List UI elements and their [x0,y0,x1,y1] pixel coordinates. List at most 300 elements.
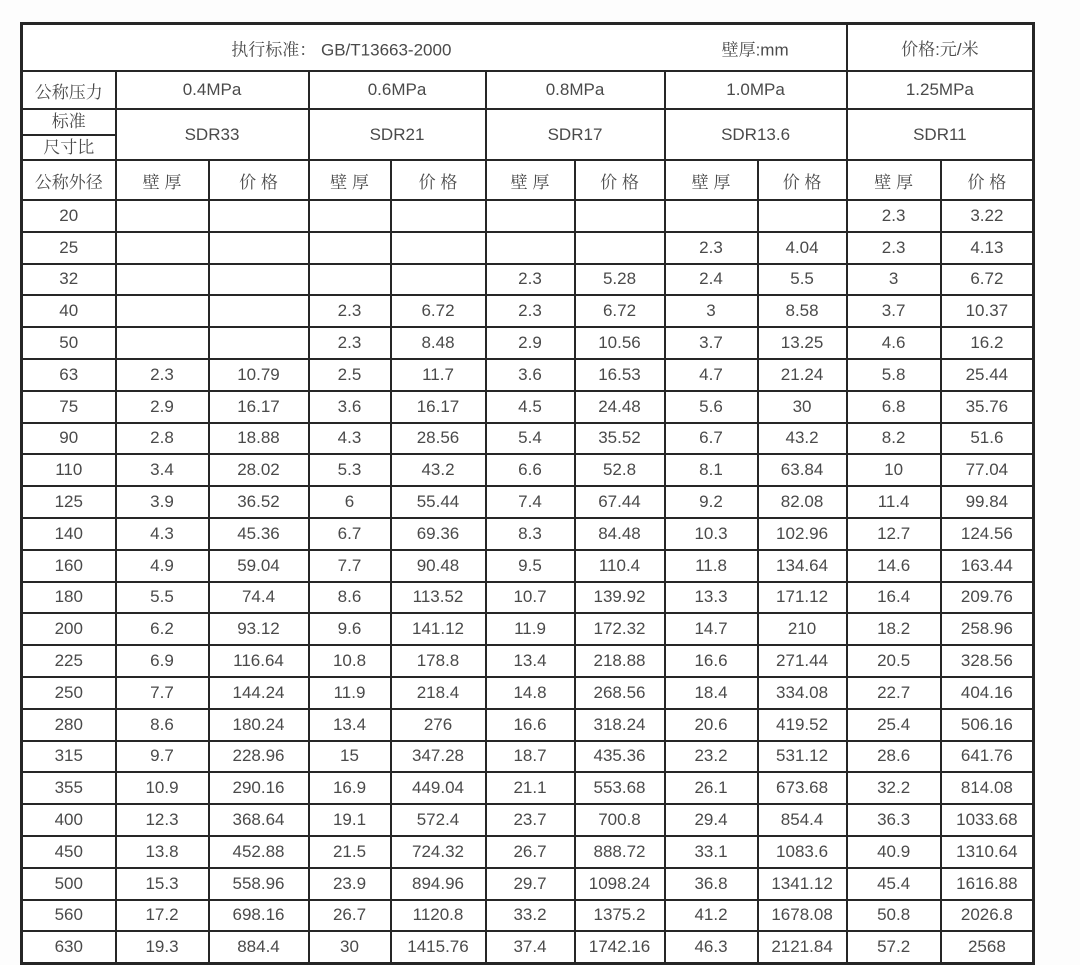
wall-thickness-cell: 6.6 [486,454,575,486]
pipe-price-table [20,22,1035,965]
wall-column-label: 壁 厚 [847,160,941,200]
wall-thickness-cell: 10.7 [486,582,575,614]
wall-thickness-cell: 9.7 [116,741,209,773]
od-cell: 20 [22,200,116,232]
price-column-label: 价 格 [941,160,1034,200]
price-cell: 290.16 [209,772,309,804]
wall-thickness-cell: 20.6 [665,709,758,741]
price-cell: 43.2 [758,423,847,455]
table-row [22,359,1034,391]
od-cell: 560 [22,900,116,932]
wall-thickness-cell: 12.7 [847,518,941,550]
wall-thickness-cell: 2.9 [486,327,575,359]
price-cell: 3.22 [941,200,1034,232]
price-cell [209,232,309,264]
price-cell: 35.52 [575,423,665,455]
sdr-ratio-label-cell [22,109,116,160]
price-cell: 172.32 [575,613,665,645]
price-cell: 1083.6 [758,836,847,868]
od-cell: 630 [22,931,116,963]
price-cell: 4.13 [941,232,1034,264]
price-cell [209,200,309,232]
price-column-label: 价 格 [758,160,847,200]
wall-thickness-cell: 10.3 [665,518,758,550]
price-cell: 25.44 [941,359,1034,391]
wall-thickness-cell: 2.3 [665,232,758,264]
od-cell: 180 [22,582,116,614]
wall-thickness-cell: 8.6 [116,709,209,741]
price-cell [575,200,665,232]
table-row [22,327,1034,359]
price-cell: 218.4 [391,677,486,709]
wall-thickness-cell: 13.4 [309,709,391,741]
wall-thickness-cell [116,232,209,264]
sdr-row [22,109,1034,160]
wall-thickness-cell: 45.4 [847,868,941,900]
wall-thickness-cell: 23.2 [665,741,758,773]
price-cell: 268.56 [575,677,665,709]
wall-thickness-cell: 4.7 [665,359,758,391]
table-row [22,772,1034,804]
wall-thickness-cell: 5.4 [486,423,575,455]
wall-thickness-cell: 5.3 [309,454,391,486]
od-cell: 280 [22,709,116,741]
column-header-row [22,160,1034,200]
price-cell: 8.48 [391,327,486,359]
price-cell: 1310.64 [941,836,1034,868]
price-cell: 884.4 [209,931,309,963]
wall-thickness-cell: 16.4 [847,582,941,614]
price-cell: 814.08 [941,772,1034,804]
wall-thickness-cell: 2.3 [309,327,391,359]
wall-thickness-cell: 2.3 [116,359,209,391]
od-cell: 63 [22,359,116,391]
od-cell: 500 [22,868,116,900]
table-row [22,232,1034,264]
price-cell: 553.68 [575,772,665,804]
price-cell: 52.8 [575,454,665,486]
price-cell: 368.64 [209,804,309,836]
price-cell: 2568 [941,931,1034,963]
wall-thickness-cell: 5.6 [665,391,758,423]
price-cell: 218.88 [575,645,665,677]
wall-thickness-cell [116,200,209,232]
wall-thickness-cell: 19.1 [309,804,391,836]
price-column-label: 价 格 [575,160,665,200]
price-cell: 55.44 [391,486,486,518]
wall-thickness-cell: 10 [847,454,941,486]
wall-thickness-cell: 4.5 [486,391,575,423]
price-cell: 6.72 [391,295,486,327]
wall-thickness-cell [116,327,209,359]
price-cell: 10.37 [941,295,1034,327]
price-cell: 16.2 [941,327,1034,359]
wall-thickness-cell: 10.9 [116,772,209,804]
price-cell: 2121.84 [758,931,847,963]
price-cell [391,232,486,264]
price-column-label: 价 格 [209,160,309,200]
price-cell: 1415.76 [391,931,486,963]
table-row [22,677,1034,709]
wall-thickness-cell: 36.8 [665,868,758,900]
price-cell [758,200,847,232]
price-cell: 30 [758,391,847,423]
od-cell: 25 [22,232,116,264]
price-cell: 888.72 [575,836,665,868]
wall-thickness-cell: 19.3 [116,931,209,963]
price-cell: 5.28 [575,264,665,296]
price-cell [391,200,486,232]
price-cell: 10.56 [575,327,665,359]
wall-column-label: 壁 厚 [665,160,758,200]
price-cell: 531.12 [758,741,847,773]
standard-and-wall-unit-cell [22,24,847,72]
price-cell: 1375.2 [575,900,665,932]
price-cell: 16.17 [391,391,486,423]
table-row [22,868,1034,900]
price-cell: 452.88 [209,836,309,868]
price-cell: 449.04 [391,772,486,804]
price-cell: 854.4 [758,804,847,836]
price-cell: 171.12 [758,582,847,614]
wall-thickness-cell: 41.2 [665,900,758,932]
wall-thickness-cell: 28.6 [847,741,941,773]
price-cell: 894.96 [391,868,486,900]
table-row [22,486,1034,518]
wall-thickness-cell: 6 [309,486,391,518]
wall-thickness-cell: 23.7 [486,804,575,836]
sdr-label-line2: 尺寸比 [43,137,95,157]
wall-thickness-cell: 8.1 [665,454,758,486]
wall-thickness-cell: 18.7 [486,741,575,773]
sdr-value: SDR17 [486,109,665,160]
wall-thickness-cell: 21.1 [486,772,575,804]
wall-thickness-cell: 5.5 [116,582,209,614]
price-cell: 5.5 [758,264,847,296]
wall-thickness-cell: 32.2 [847,772,941,804]
price-cell [391,264,486,296]
table-row [22,741,1034,773]
od-cell: 160 [22,550,116,582]
price-column-label: 价 格 [391,160,486,200]
title-row [22,24,1034,72]
price-cell: 180.24 [209,709,309,741]
od-cell: 200 [22,613,116,645]
price-cell: 698.16 [209,900,309,932]
pressure-row [22,71,1034,109]
price-cell: 641.76 [941,741,1034,773]
price-cell: 558.96 [209,868,309,900]
wall-thickness-cell: 36.3 [847,804,941,836]
price-cell: 82.08 [758,486,847,518]
wall-thickness-cell: 13.8 [116,836,209,868]
table-row [22,295,1034,327]
price-cell: 673.68 [758,772,847,804]
price-cell: 67.44 [575,486,665,518]
price-cell: 4.04 [758,232,847,264]
price-cell: 51.6 [941,423,1034,455]
wall-thickness-cell [665,200,758,232]
price-cell [209,264,309,296]
price-cell: 24.48 [575,391,665,423]
price-cell: 700.8 [575,804,665,836]
wall-thickness-cell: 9.6 [309,613,391,645]
price-cell: 59.04 [209,550,309,582]
wall-thickness-cell: 2.3 [486,295,575,327]
od-cell: 355 [22,772,116,804]
wall-thickness-cell [309,264,391,296]
price-cell: 506.16 [941,709,1034,741]
executive-standard-text: 执行标准： GB/T13663-2000 [231,40,452,59]
wall-thickness-cell: 2.9 [116,391,209,423]
wall-thickness-cell: 6.7 [309,518,391,550]
wall-thickness-cell: 9.2 [665,486,758,518]
wall-thickness-cell: 16.6 [665,645,758,677]
wall-thickness-cell: 3.7 [847,295,941,327]
price-cell: 1120.8 [391,900,486,932]
wall-thickness-cell: 14.7 [665,613,758,645]
price-cell [209,327,309,359]
price-cell: 6.72 [941,264,1034,296]
wall-thickness-cell: 37.4 [486,931,575,963]
price-cell: 28.56 [391,423,486,455]
table-row [22,613,1034,645]
price-cell: 35.76 [941,391,1034,423]
price-cell [575,232,665,264]
wall-thickness-cell: 6.2 [116,613,209,645]
price-cell: 63.84 [758,454,847,486]
price-cell: 21.24 [758,359,847,391]
price-cell: 84.48 [575,518,665,550]
wall-thickness-cell: 6.7 [665,423,758,455]
table-row [22,804,1034,836]
price-cell: 124.56 [941,518,1034,550]
wall-thickness-cell: 33.1 [665,836,758,868]
pressure-value: 0.4MPa [116,71,309,109]
wall-thickness-cell: 25.4 [847,709,941,741]
wall-thickness-cell: 4.3 [309,423,391,455]
table-row [22,518,1034,550]
price-cell: 419.52 [758,709,847,741]
table-header [22,24,1034,201]
wall-column-label: 壁 厚 [116,160,209,200]
table-row [22,391,1034,423]
od-cell: 90 [22,423,116,455]
price-cell: 11.7 [391,359,486,391]
price-cell: 99.84 [941,486,1034,518]
price-cell: 113.52 [391,582,486,614]
od-cell: 40 [22,295,116,327]
price-cell: 16.53 [575,359,665,391]
wall-thickness-cell: 7.7 [116,677,209,709]
pressure-value: 0.8MPa [486,71,665,109]
price-cell: 1098.24 [575,868,665,900]
wall-thickness-cell: 29.7 [486,868,575,900]
table-row [22,645,1034,677]
table-row [22,264,1034,296]
price-cell: 404.16 [941,677,1034,709]
price-cell: 90.48 [391,550,486,582]
sdr-value: SDR11 [847,109,1034,160]
price-cell: 144.24 [209,677,309,709]
table-row [22,582,1034,614]
wall-thickness-unit-text: 壁厚:mm [721,40,789,59]
price-cell: 271.44 [758,645,847,677]
price-cell: 28.02 [209,454,309,486]
price-cell [209,295,309,327]
price-cell: 347.28 [391,741,486,773]
wall-thickness-cell: 11.4 [847,486,941,518]
wall-thickness-cell: 33.2 [486,900,575,932]
price-cell: 141.12 [391,613,486,645]
wall-thickness-cell: 18.2 [847,613,941,645]
wall-thickness-cell: 11.8 [665,550,758,582]
wall-thickness-cell: 2.3 [309,295,391,327]
wall-thickness-cell: 9.5 [486,550,575,582]
od-cell: 50 [22,327,116,359]
price-cell: 1678.08 [758,900,847,932]
price-cell: 334.08 [758,677,847,709]
price-cell: 435.36 [575,741,665,773]
od-cell: 400 [22,804,116,836]
price-cell: 724.32 [391,836,486,868]
wall-thickness-cell [309,200,391,232]
wall-thickness-cell: 8.2 [847,423,941,455]
wall-thickness-cell: 8.6 [309,582,391,614]
wall-thickness-cell: 4.3 [116,518,209,550]
price-cell: 318.24 [575,709,665,741]
pressure-value: 0.6MPa [309,71,486,109]
wall-thickness-cell: 6.9 [116,645,209,677]
wall-thickness-cell: 15.3 [116,868,209,900]
sdr-value: SDR13.6 [665,109,847,160]
price-cell: 1341.12 [758,868,847,900]
wall-thickness-cell [486,200,575,232]
wall-thickness-cell [116,295,209,327]
wall-column-label: 壁 厚 [486,160,575,200]
price-cell: 102.96 [758,518,847,550]
wall-thickness-cell: 5.8 [847,359,941,391]
table-row [22,709,1034,741]
od-cell: 450 [22,836,116,868]
price-cell: 328.56 [941,645,1034,677]
od-cell: 250 [22,677,116,709]
wall-thickness-cell: 50.8 [847,900,941,932]
pressure-value: 1.25MPa [847,71,1034,109]
price-cell: 1742.16 [575,931,665,963]
wall-thickness-cell: 21.5 [309,836,391,868]
wall-thickness-cell: 2.8 [116,423,209,455]
wall-thickness-cell: 46.3 [665,931,758,963]
price-cell: 93.12 [209,613,309,645]
od-column-label: 公称外径 [22,160,116,200]
price-cell: 178.8 [391,645,486,677]
price-cell: 1616.88 [941,868,1034,900]
wall-thickness-cell: 3 [665,295,758,327]
price-cell: 163.44 [941,550,1034,582]
wall-thickness-cell: 4.6 [847,327,941,359]
wall-thickness-cell: 57.2 [847,931,941,963]
od-cell: 225 [22,645,116,677]
price-cell: 258.96 [941,613,1034,645]
table-row [22,900,1034,932]
wall-thickness-cell: 30 [309,931,391,963]
wall-thickness-cell: 26.7 [309,900,391,932]
wall-thickness-cell: 15 [309,741,391,773]
wall-column-label: 壁 厚 [309,160,391,200]
wall-thickness-cell: 2.3 [486,264,575,296]
wall-thickness-cell: 3.6 [309,391,391,423]
od-cell: 315 [22,741,116,773]
sdr-label-line1: 标准 [23,110,115,136]
price-cell: 43.2 [391,454,486,486]
pressure-value: 1.0MPa [665,71,847,109]
price-cell: 134.64 [758,550,847,582]
wall-thickness-cell [309,232,391,264]
price-cell: 8.58 [758,295,847,327]
table-row [22,550,1034,582]
table-row [22,454,1034,486]
wall-thickness-cell: 11.9 [309,677,391,709]
wall-thickness-cell: 18.4 [665,677,758,709]
wall-thickness-cell: 7.7 [309,550,391,582]
wall-thickness-cell: 7.4 [486,486,575,518]
price-cell: 1033.68 [941,804,1034,836]
wall-thickness-cell: 3.4 [116,454,209,486]
wall-thickness-cell: 13.3 [665,582,758,614]
wall-thickness-cell [116,264,209,296]
price-cell: 2026.8 [941,900,1034,932]
price-cell: 69.36 [391,518,486,550]
price-cell: 116.64 [209,645,309,677]
wall-thickness-cell [486,232,575,264]
price-cell: 110.4 [575,550,665,582]
wall-thickness-cell: 13.4 [486,645,575,677]
wall-thickness-cell: 11.9 [486,613,575,645]
table-body [22,200,1034,964]
price-cell: 13.25 [758,327,847,359]
wall-thickness-cell: 16.6 [486,709,575,741]
wall-thickness-cell: 2.5 [309,359,391,391]
wall-thickness-cell: 6.8 [847,391,941,423]
wall-thickness-cell: 29.4 [665,804,758,836]
price-cell: 276 [391,709,486,741]
price-cell: 210 [758,613,847,645]
table-row [22,200,1034,232]
od-cell: 110 [22,454,116,486]
wall-thickness-cell: 26.1 [665,772,758,804]
wall-thickness-cell: 2.3 [847,232,941,264]
price-cell: 77.04 [941,454,1034,486]
wall-thickness-cell: 40.9 [847,836,941,868]
wall-thickness-cell: 8.3 [486,518,575,550]
wall-thickness-cell: 23.9 [309,868,391,900]
price-cell: 16.17 [209,391,309,423]
wall-thickness-cell: 16.9 [309,772,391,804]
price-cell: 18.88 [209,423,309,455]
od-cell: 32 [22,264,116,296]
wall-thickness-cell: 20.5 [847,645,941,677]
wall-thickness-cell: 2.4 [665,264,758,296]
price-cell: 36.52 [209,486,309,518]
sdr-value: SDR21 [309,109,486,160]
od-cell: 125 [22,486,116,518]
table-row [22,423,1034,455]
table-row [22,931,1034,963]
sdr-value: SDR33 [116,109,309,160]
wall-thickness-cell: 17.2 [116,900,209,932]
wall-thickness-cell: 2.3 [847,200,941,232]
